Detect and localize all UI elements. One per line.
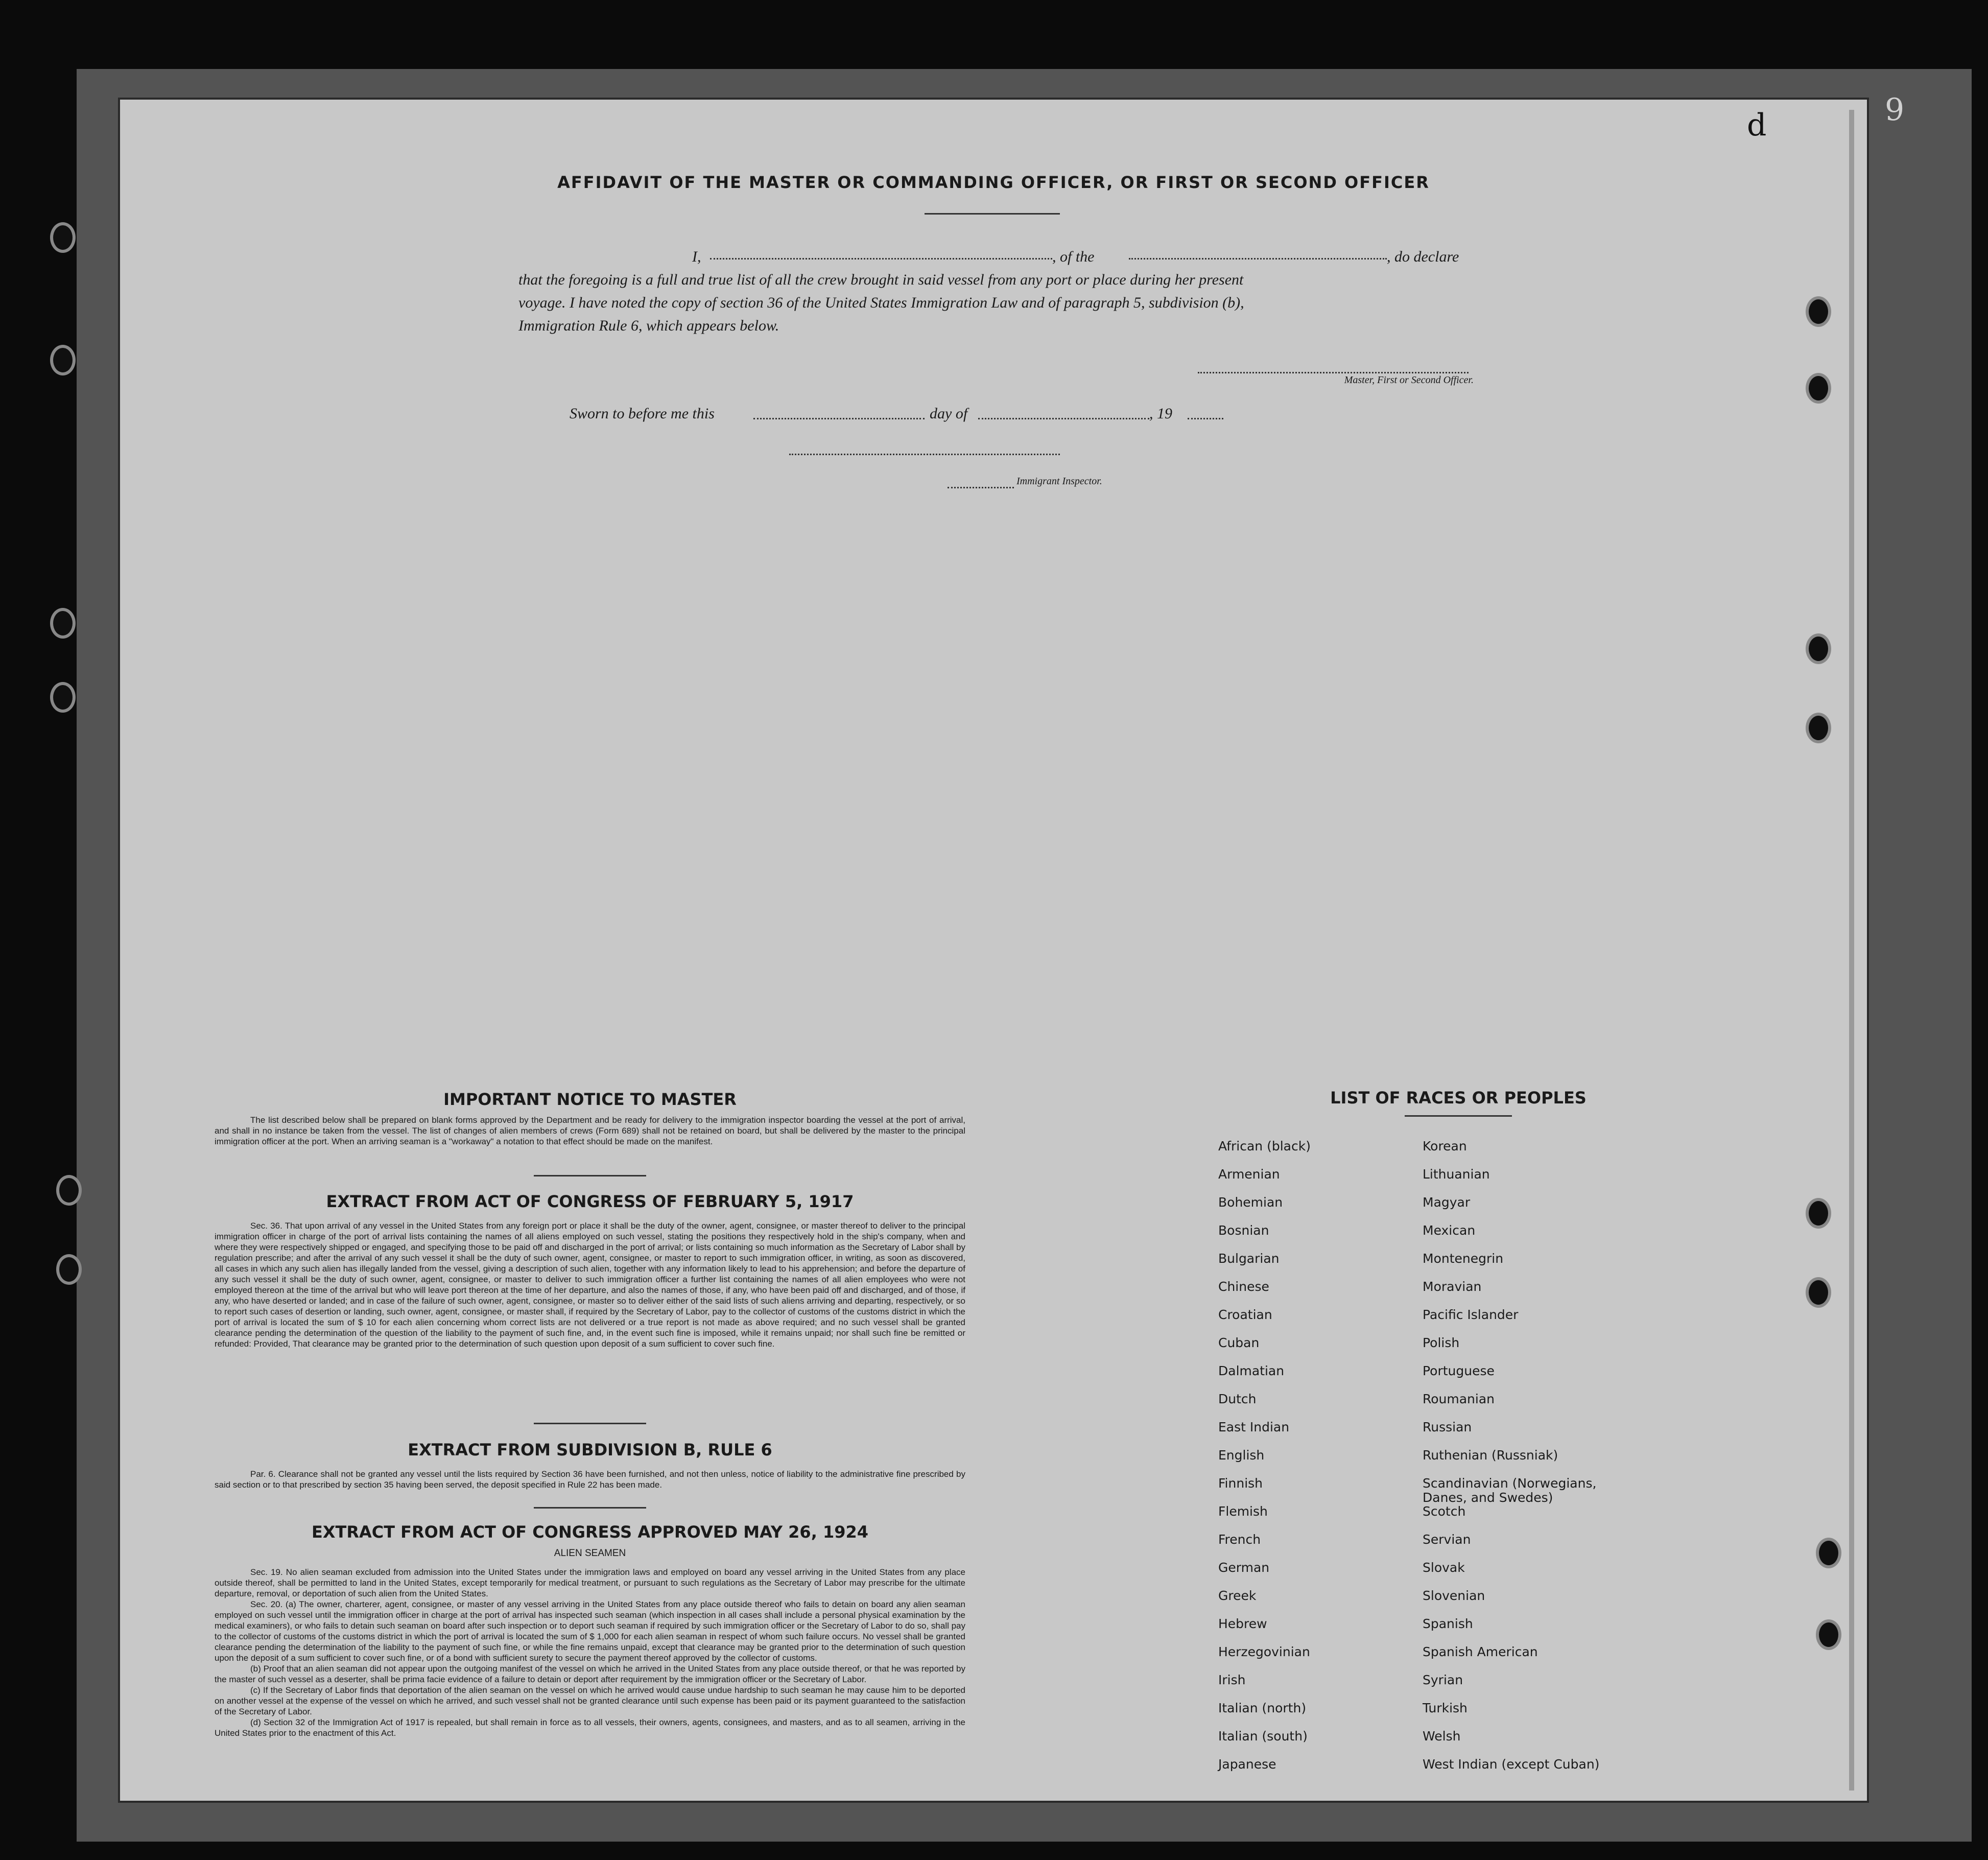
race-item: Herzegovinian — [1218, 1644, 1310, 1659]
race-item: Hebrew — [1218, 1616, 1267, 1631]
race-item: Moravian — [1423, 1279, 1482, 1294]
sec-20d-paragraph: (d) Section 32 of the Immigration Act of 1917 is repealed, but shall remain in force as to all vessels, their owners, agents, consignees, and masters, and as to all seamen, arriving in the United States prior to the enactment of this Act. — [215, 1717, 965, 1738]
title-rule — [925, 213, 1060, 215]
race-item: Pacific Islander — [1423, 1307, 1519, 1322]
races-left-column — [1218, 1139, 1311, 1785]
race-item: Scandinavian (Norwegians, Danes, and Swedes) — [1423, 1476, 1597, 1505]
race-item: Greek — [1218, 1588, 1257, 1603]
month-blank[interactable] — [978, 405, 1149, 419]
inspector-dots — [948, 474, 1014, 488]
race-item: Finnish — [1218, 1476, 1263, 1491]
race-item: Flemish — [1218, 1504, 1268, 1519]
race-item: Turkish — [1423, 1701, 1468, 1715]
race-item: Welsh — [1423, 1729, 1461, 1744]
inspector-caption: Immigrant Inspector. — [1016, 476, 1102, 487]
race-item: West Indian (except Cuban) — [1423, 1757, 1600, 1772]
race-item: Bohemian — [1218, 1195, 1283, 1210]
handwritten-mark-d: d — [1747, 107, 1767, 143]
binder-hole-left-4 — [50, 682, 76, 713]
race-item: Croatian — [1218, 1307, 1272, 1322]
declaration-text-3: voyage. I have noted the copy of section 36 of the United States Immigration Law and of paragraph 5, subdivision (b), — [518, 294, 1244, 311]
subdivision-b-title: EXTRACT FROM SUBDIVISION B, RULE 6 — [408, 1440, 772, 1459]
race-item: Armenian — [1218, 1167, 1280, 1182]
section-36-paragraph: Sec. 36. That upon arrival of any vessel in the United States from any foreign port or place it shall be the duty of the owner, agent, consignee, or master thereof to deliver to the principal immigration officer in charge of the port of arrival lists containing the names of all aliens employed on such vessel, stating the positions they respectively hold in the ship's company, when and where they were respectively shipped or engaged, and specifying those to be paid off and discharged in the port of arrival; or lists containing so much information as the Secretary of Labor shall by regulation prescribe; and after the arrival of any such vessel it shall be the duty of such owner, agent, consignee, or master to report to such immigration officer, in writing, as soon as discovered, all cases in which any such alien has illegally landed from the vessel, giving a description of such alien, together with any information likely to lead to his apprehension; and before the departure of any such vessel it shall be the duty of such owner, agent, consignee, or master to deliver to such immigration officer a further list containing the names of all alien employees who were not employed thereon at the time of the arrival but who will leave port thereon at the time of her departure, and also the names of those, if any, who have been paid off and discharged, and of those, if any, who have deserted or landed; and in case of the failure of such owner, agent, consignee, or master so to deliver either of the said lists of such aliens arriving and departing, respectively, or so to report such cases of desertion or landing, such owner, agent, consignee, or master shall, if required by the Secretary of Labor, pay to the collector of customs of the customs district in which the port of arrival is located the sum of $ 10 for each alien concerning whom correct lists are not delivered or a true report is not made as above required; and no such vessel shall be granted clearance pending the determination of the question of the liability to the payment of such fine, and, in the event such fine is imposed, while it remains unpaid; nor shall such fine be remitted or refunded: Provided, That clearance may be granted prior to the determination of such question upon deposit of a sum sufficient to cover such fine. — [215, 1221, 965, 1349]
race-item: Montenegrin — [1423, 1251, 1504, 1266]
race-item: French — [1218, 1532, 1261, 1547]
affidavit-title: AFFIDAVIT OF THE MASTER OR COMMANDING OFFICER, OR FIRST OR SECOND OFFICER — [557, 173, 1430, 192]
notice-title: IMPORTANT NOTICE TO MASTER — [443, 1090, 737, 1109]
race-item: Spanish American — [1423, 1644, 1538, 1659]
race-item: Dutch — [1218, 1392, 1257, 1406]
sworn-line — [570, 405, 1285, 428]
race-item: English — [1218, 1448, 1265, 1463]
rule-2 — [534, 1423, 646, 1424]
document-page — [120, 100, 1867, 1801]
year-prefix: , 19 — [1149, 405, 1172, 422]
race-item: Magyar — [1423, 1195, 1471, 1210]
race-item: Mexican — [1423, 1223, 1476, 1238]
extract-1917-text — [215, 1220, 965, 1349]
binder-hole-right-6 — [1806, 1277, 1831, 1308]
subdivision-b-text — [215, 1469, 965, 1490]
year-blank[interactable] — [1188, 405, 1223, 419]
sec-19-paragraph: Sec. 19. No alien seaman excluded from admission into the United States under the immigration laws and employed on board any vessel arriving in the United States from any place outside thereof, shall be permitted to land in the United States, except temporarily for medical treatment, or pursuant to such regulations as the Secretary of Labor may prescribe for the ultimate departure, removal, or deportation of such alien from the United States. — [215, 1567, 965, 1598]
race-item: Ruthenian (Russniak) — [1423, 1448, 1558, 1463]
extract-1924-title: EXTRACT FROM ACT OF CONGRESS APPROVED MAY 26, 1924 — [311, 1522, 869, 1542]
master-signature-caption: Master, First or Second Officer. — [1344, 374, 1474, 386]
race-item: African (black) — [1218, 1139, 1311, 1153]
declaration-i: I, — [692, 248, 701, 265]
sworn-text: Sworn to before me this — [570, 405, 715, 422]
binder-hole-left-6 — [56, 1254, 82, 1285]
handwritten-mark-9: 9 — [1885, 92, 1905, 128]
notice-paragraph: The list described below shall be prepared on blank forms approved by the Department and be ready for delivery to the immigration inspector boarding the vessel at the port of arrival, and shall in no instance be taken from the vessel. The list of changes of alien members of crews (Form 689) shall not be retained on board, but shall be delivered by the master to the principal immigration officer at the port. When an arriving seaman is a "workaway" a notation to that effect should be made on the manifest. — [215, 1115, 965, 1146]
sec-20c-paragraph: (c) If the Secretary of Labor finds that deportation of the alien seaman on the vessel on which he arrived would cause undue hardship to such seaman he may cause him to be deported on another vessel at the expense of the vessel on which he arrived, and such vessel shall not be granted clearance until such expense has been paid or its payment guaranteed to the satisfaction of the Secretary of Labor. — [215, 1685, 965, 1716]
vessel-blank[interactable] — [1129, 245, 1387, 260]
day-blank[interactable] — [753, 405, 925, 419]
race-item: Slovak — [1423, 1560, 1465, 1575]
race-item: Russian — [1423, 1420, 1472, 1434]
rule-3 — [534, 1507, 646, 1509]
affidavit-body — [518, 245, 1474, 337]
extract-1924-text — [215, 1567, 965, 1738]
declaration-of-the: , of the — [1052, 248, 1095, 265]
race-item: Syrian — [1423, 1673, 1463, 1687]
extract-1917-title: EXTRACT FROM ACT OF CONGRESS OF FEBRUARY 5, 1917 — [326, 1192, 854, 1211]
declaration-text-2: that the foregoing is a full and true list of all the crew brought in said vessel from any port or place during her present — [518, 271, 1244, 288]
races-right-column — [1423, 1139, 1637, 1785]
race-item: Slovenian — [1423, 1588, 1485, 1603]
sec-20a-paragraph: Sec. 20. (a) The owner, charterer, agent, consignee, or master of any vessel arriving in the United States from any place outside thereof who fails to detain on board any alien seaman employed on such vessel until the immigration officer in charge at the port of arrival has inspected such seaman (which inspection in all cases shall include a personal physical examination by the medical examiners), or who fails to detain such seaman on board after such inspection or to deport such seaman if required by such immigration officer or the Secretary of Labor to do so, shall pay to the collector of customs of the customs district in which the port of arrival is located the sum of $ 1,000 for each alien seaman in respect of whom such failure occurs. No vessel shall be granted clearance pending the determination of the liability to the payment of such fine, or while the fine remains unpaid, except that clearance may be granted prior to the determination of such question upon the deposit of a sum sufficient to cover such fine, or of a bond with sufficient surety to secure the payment thereof approved by the collector of customs. — [215, 1599, 966, 1663]
races-rule — [1405, 1115, 1512, 1117]
binder-hole-left-5 — [56, 1175, 82, 1206]
race-item: East Indian — [1218, 1420, 1290, 1434]
binder-hole-right-4 — [1806, 713, 1831, 743]
race-item: Cuban — [1218, 1335, 1260, 1350]
race-item: Chinese — [1218, 1279, 1269, 1294]
binder-hole-left-2 — [50, 345, 76, 375]
binder-hole-right-5 — [1806, 1198, 1831, 1229]
race-item: Lithuanian — [1423, 1167, 1490, 1182]
alien-seamen-subtitle: ALIEN SEAMEN — [554, 1548, 626, 1559]
race-item: Servian — [1423, 1532, 1471, 1547]
binder-hole-right-7 — [1816, 1538, 1841, 1568]
declaration-line — [518, 245, 1474, 268]
races-section — [1228, 1088, 1688, 1108]
binder-hole-right-3 — [1806, 633, 1831, 664]
inspector-signature-line[interactable] — [789, 441, 1060, 455]
declaration-do-declare: , do declare — [1387, 248, 1459, 265]
par-6-paragraph: Par. 6. Clearance shall not be granted any vessel until the lists required by Section 36 have been furnished, and not then unless, notice of liability to the administrative fine prescribed by said section or to that prescribed by section 35 having been served, the deposit specified in Rule 22 has been made. — [215, 1469, 965, 1490]
binder-hole-right-2 — [1806, 373, 1831, 404]
race-item: Portuguese — [1423, 1363, 1495, 1378]
rule-1 — [534, 1175, 646, 1176]
race-item: Italian (south) — [1218, 1729, 1308, 1744]
binder-hole-right-8 — [1816, 1619, 1841, 1650]
race-item: Dalmatian — [1218, 1363, 1285, 1378]
sec-20b-paragraph: (b) Proof that an alien seaman did not appear upon the outgoing manifest of the vessel on which he arrived in the United States from any place outside thereof, or that he was reported by the master of such vessel as a deserter, shall be prima facie evidence of a failure to detain or deport after requirement by the immigration officer or the Secretary of Labor. — [215, 1664, 965, 1684]
race-item: Roumanian — [1423, 1392, 1495, 1406]
race-item: Polish — [1423, 1335, 1460, 1350]
binder-hole-right-1 — [1806, 296, 1831, 327]
race-item: Scotch — [1423, 1504, 1466, 1519]
race-item: Italian (north) — [1218, 1701, 1307, 1715]
name-blank[interactable] — [710, 245, 1052, 260]
master-signature-line[interactable] — [1198, 359, 1469, 373]
page-edge — [1849, 110, 1854, 1791]
race-item: Japanese — [1218, 1757, 1276, 1772]
race-item: Spanish — [1423, 1616, 1473, 1631]
notice-text — [215, 1115, 965, 1147]
race-item: German — [1218, 1560, 1270, 1575]
binder-hole-left-3 — [50, 608, 76, 639]
race-item: Bosnian — [1218, 1223, 1269, 1238]
declaration-text-4: Immigration Rule 6, which appears below. — [518, 317, 779, 334]
races-title: LIST OF RACES OR PEOPLES — [1330, 1088, 1587, 1108]
race-item: Korean — [1423, 1139, 1467, 1153]
binder-hole-left-1 — [50, 222, 76, 253]
race-item: Irish — [1218, 1673, 1246, 1687]
day-of-text: day of — [930, 405, 968, 422]
race-item: Bulgarian — [1218, 1251, 1280, 1266]
